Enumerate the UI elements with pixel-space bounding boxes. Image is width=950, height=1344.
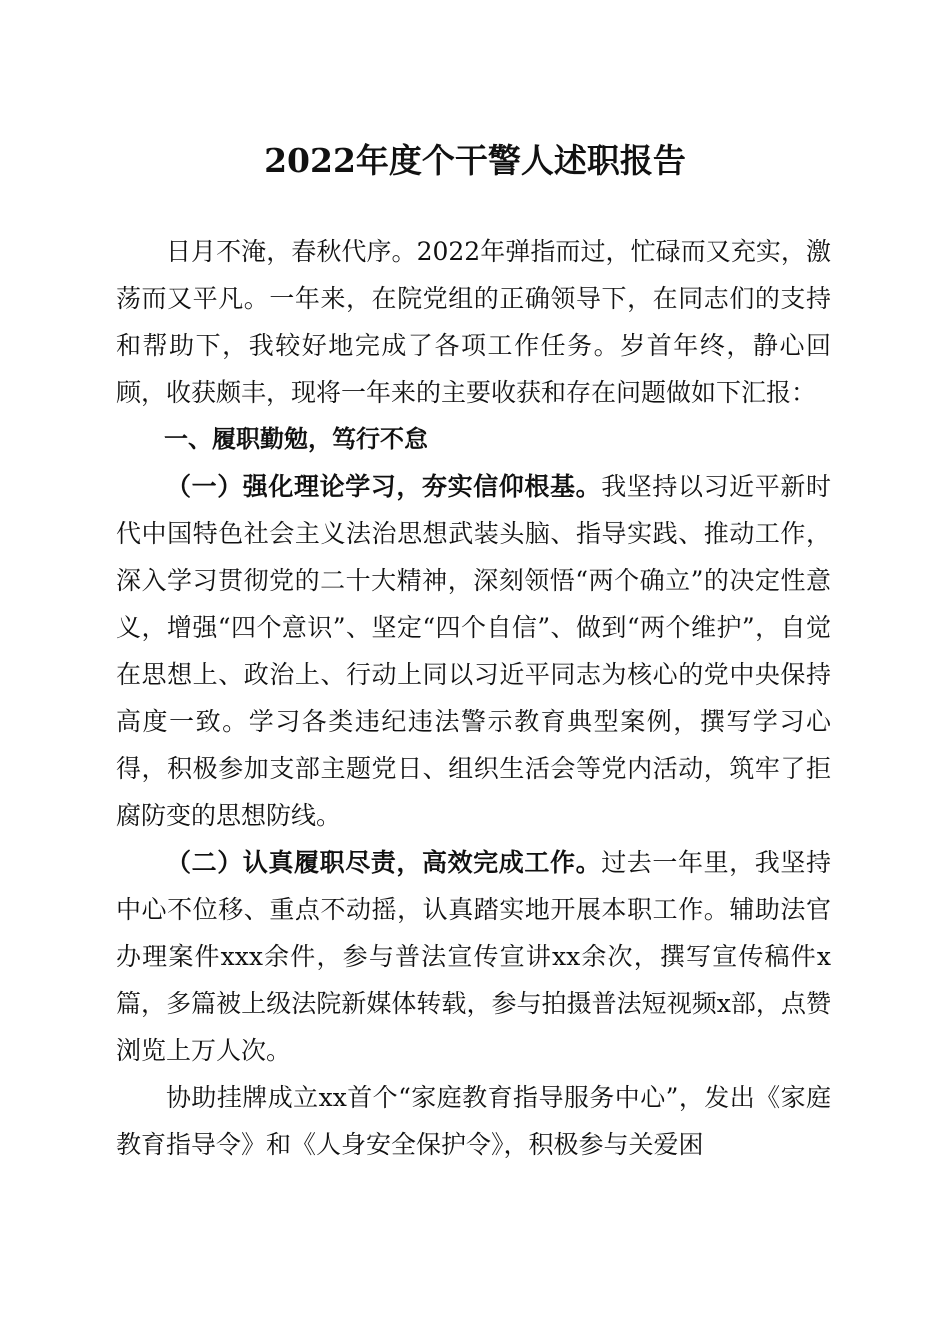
- paragraph-lead: （一）强化理论学习，夯实信仰根基。: [166, 472, 602, 501]
- paragraph-study: [116, 463, 831, 839]
- paragraph-text: 我坚持以习近平新时代中国特色社会主义法治思想武装头脑、指导实践、推动工作，深入学习贯彻党的二十大精神，深刻领悟“两个确立”的决定性意义，增强“四个意识”、坚定“四个自信”、做到“两个维护”，自觉在思想上、政治上、行动上同以习近平同志为核心的党中央保持高度一致。学习各类违纪违法警示教育典型案例，撰写学习心得，积极参加支部主题党日、组织生活会等党内活动，筑牢了拒腐防变的思想防线。: [116, 472, 831, 830]
- document-body: [116, 228, 831, 1168]
- paragraph-duty: [116, 839, 831, 1074]
- section-heading: 一、履职勤勉，笃行不怠: [164, 425, 428, 453]
- document-title: 2022年度个干警人述职报告: [264, 141, 686, 180]
- paragraph-lead: （二）认真履职尽责，高效完成工作。: [166, 848, 602, 877]
- paragraph-text: 过去一年里，我坚持中心不位移、重点不动摇，认真踏实地开展本职工作。辅助法官办理案件xxx余件，参与普法宣传宣讲xx余次，撰写宣传稿件x篇，多篇被上级法院新媒体转载，参与拍摄普法短视频x部，点赞浏览上万人次。: [116, 848, 831, 1065]
- intro-paragraph: 日月不淹，春秋代序。2022年弹指而过，忙碌而又充实，激荡而又平凡。一年来，在院党组的正确领导下，在同志们的支持和帮助下，我较好地完成了各项工作任务。岁首年终，静心回顾，收获颇丰，现将一年来的主要收获和存在问题做如下汇报：: [116, 237, 831, 407]
- paragraph-family-education: 协助挂牌成立xx首个“家庭教育指导服务中心”，发出《家庭教育指导令》和《人身安全保护令》，积极参与关爱困: [116, 1083, 831, 1159]
